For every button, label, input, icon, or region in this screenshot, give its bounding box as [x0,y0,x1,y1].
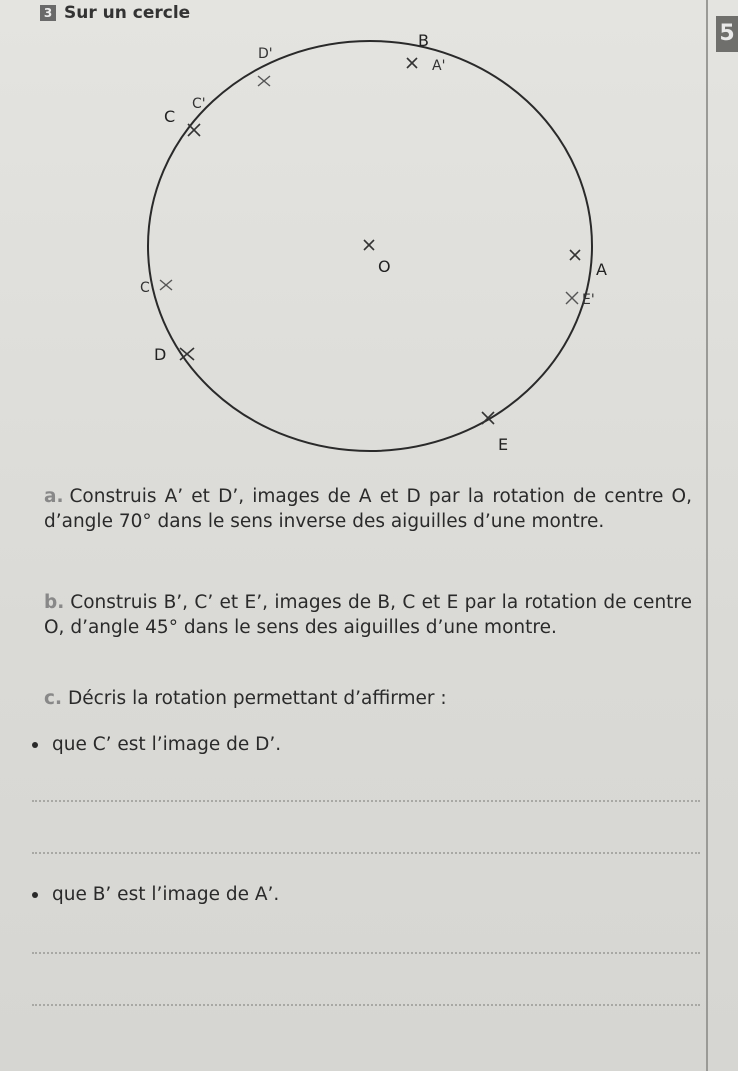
point-c-cross [188,124,200,136]
question-c-text: Décris la rotation permettant d’affirmer : [68,688,447,709]
point-a-cross [570,250,580,260]
bullet-item-1 [32,734,281,755]
label-e: E [498,435,509,454]
center-o-cross [364,240,374,250]
answer-line-3[interactable] [32,952,700,954]
question-a-text: Construis A’ et D’, images de A et D par la rotation de centre O, d’angle 70° dans le sens inverse des aiguilles d’une montre. [44,486,692,532]
answer-line-2[interactable] [32,852,700,854]
point-b-cross [407,58,417,68]
bullet-item-2-text: que B’ est l’image de A’. [52,884,280,905]
bullet-dot [32,742,38,748]
exercise-title: Sur un cercle [64,3,191,23]
question-c [44,686,692,711]
point-d-prime-cross [258,76,270,86]
handwritten-d-prime: D' [258,46,273,62]
question-c-letter: c. [44,688,62,709]
question-a [44,484,692,534]
label-c: C [164,107,176,126]
handwritten-e-prime: E' [582,292,595,308]
answer-line-4[interactable] [32,1004,700,1006]
label-o: O [378,257,391,276]
handwritten-c-prime-mark: C' [192,96,206,112]
label-b: B [418,31,429,50]
label-a: A [596,260,607,279]
answer-line-1[interactable] [32,800,700,802]
bullet-dot [32,892,38,898]
point-c-prime-cross [160,280,172,290]
handwritten-c-prime: C' [140,280,154,296]
bullet-item-2 [32,884,279,905]
circle-figure [0,0,738,480]
handwritten-a-prime: A' [432,58,446,74]
question-b [44,590,692,640]
question-b-letter: b. [44,592,65,613]
question-b-text: Construis B’, C’ et E’, images de B, C et E par la rotation de centre O, d’angle 45° dans le sens des aiguilles d’une montre. [44,592,692,638]
point-e-prime-cross [566,292,578,304]
bullet-item-1-text: que C’ est l’image de D’. [52,734,282,755]
exercise-number: 3 [40,5,56,21]
margin-tab: 5 [716,16,738,52]
question-a-letter: a. [44,486,64,507]
label-d: D [154,345,167,364]
